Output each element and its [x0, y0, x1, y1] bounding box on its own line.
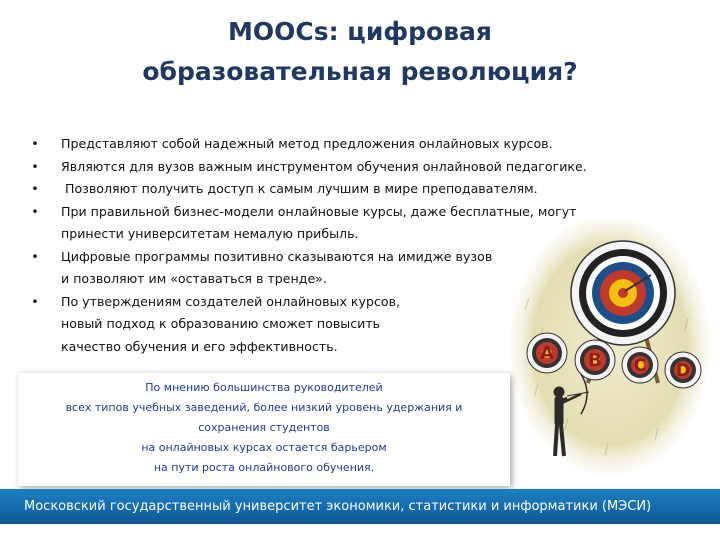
bullet-text: и позволяют им «оставаться в тренде». — [61, 271, 327, 286]
target-c — [622, 347, 658, 383]
bullet-item — [28, 156, 678, 179]
archery-target-illustration — [505, 220, 710, 485]
quote-line: на онлайновых курсах остается барьером — [141, 441, 387, 454]
quote-line: сохранения студентов — [198, 421, 330, 434]
target-letter-c: C — [633, 356, 647, 376]
bullet-icon: • — [31, 293, 39, 309]
slide-title — [60, 12, 660, 92]
target-letter-b: B — [588, 350, 602, 371]
footer-bar — [0, 489, 720, 524]
bullet-icon: • — [31, 158, 39, 174]
bullet-icon: • — [31, 181, 39, 196]
bullet-icon: • — [31, 136, 39, 151]
bullet-text: Представляют собой надежный метод предложения онлайновых курсов. — [61, 136, 553, 151]
bullet-text: качество обучения и его эффективность. — [61, 338, 338, 354]
quote-line: всех типов учебных заведений, более низкий уровень удержания и — [65, 401, 463, 414]
target-a — [527, 333, 567, 373]
bullet-item — [28, 133, 678, 156]
footer-bottom-band — [0, 524, 720, 540]
bullet-icon: • — [31, 203, 39, 219]
title-line-1: MOOCs: цифровая — [228, 17, 492, 46]
bullet-text: По утверждениям создателей онлайновых курсов, — [61, 293, 401, 309]
quote-line: на пути роста онлайнового обучения. — [153, 461, 375, 474]
quote-line: По мнению большинства руководителей — [145, 381, 383, 394]
bullet-text: новый подход к образованию сможет повысить — [61, 316, 381, 331]
footer-text: Московский государственный университет экономики, статистики и информатики (МЭСИ) — [24, 499, 652, 514]
target-letter-a: A — [540, 343, 554, 364]
bullet-text: Позволяют получить доступ к самым лучшим в мире преподавателям. — [61, 181, 538, 196]
bullet-text: Цифровые программы позитивно сказываются на имидже вузов — [61, 248, 493, 264]
target-d — [665, 352, 701, 388]
bullet-text: При правильной бизнес-модели онлайновые курсы, даже бесплатные, могут — [61, 203, 577, 219]
bullet-text: Являются для вузов важным инструментом обучения онлайновой педагогике. — [61, 158, 587, 174]
quote-box — [18, 373, 510, 486]
bullet-item — [28, 178, 678, 201]
bullet-text: принести университетам немалую прибыль. — [61, 226, 359, 241]
bullet-icon: • — [31, 248, 39, 264]
target-letter-d: D — [675, 361, 691, 381]
title-line-2: образовательная революция? — [142, 57, 578, 86]
